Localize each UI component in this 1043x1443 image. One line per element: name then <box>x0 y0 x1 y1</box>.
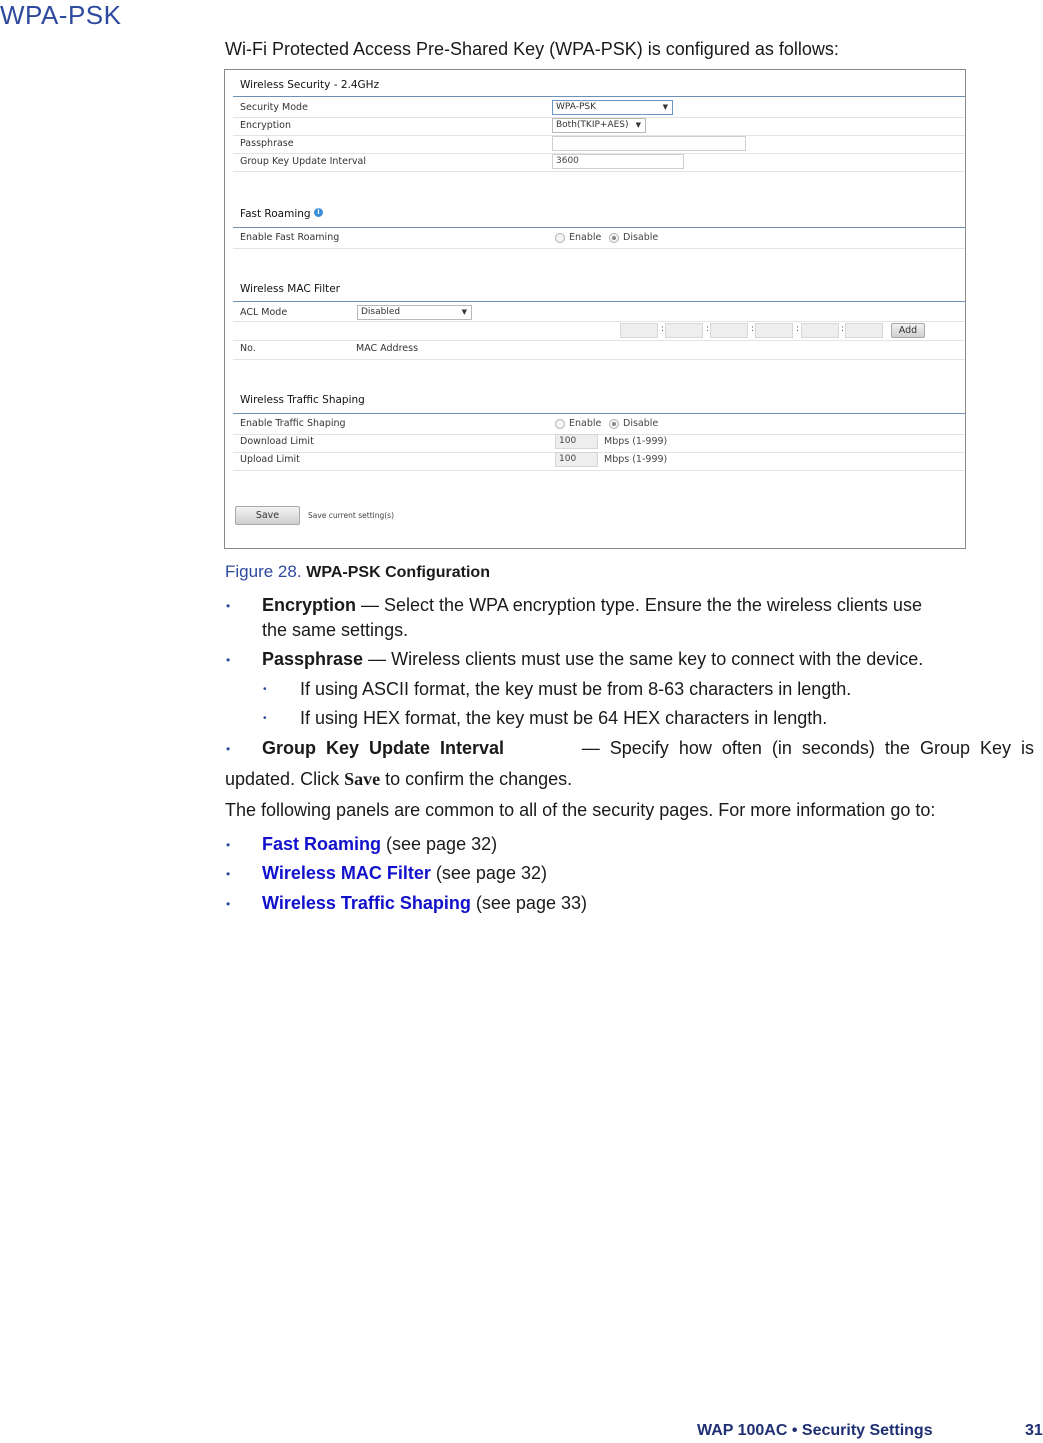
mac-octet-4-input[interactable] <box>755 323 793 338</box>
fast-roaming-link[interactable]: Fast Roaming <box>262 834 382 854</box>
link-item-mac-filter <box>262 861 547 885</box>
section-divider <box>233 301 965 302</box>
enable-traffic-shaping-label: Enable Traffic Shaping <box>240 418 346 429</box>
security-mode-select[interactable] <box>552 100 673 115</box>
common-panels-text: The following panels are common to all of the security pages. For more information go to: <box>225 800 936 820</box>
traffic-shaping-link[interactable]: Wireless Traffic Shaping <box>262 893 471 913</box>
traffic-shaping-title: Wireless Traffic Shaping <box>240 394 365 406</box>
row-divider <box>233 248 965 249</box>
upload-unit: Mbps (1-999) <box>604 454 668 465</box>
traffic-shaping-disable-radio[interactable] <box>609 419 619 429</box>
mac-octet-3-input[interactable] <box>710 323 748 338</box>
mac-separator: : <box>751 324 755 334</box>
row-divider <box>233 340 965 341</box>
acl-mode-value: Disabled <box>361 307 401 317</box>
encryption-text: — Select the WPA encryption type. Ensure the the wireless clients use <box>356 595 922 615</box>
passphrase-text: — Wireless clients must use the same key to connect with the device. <box>363 649 924 669</box>
link-ref: (see page 32) <box>430 863 547 883</box>
bullet-marker: • <box>226 838 231 852</box>
bullet-marker: • <box>226 653 231 667</box>
encryption-label: Encryption <box>240 120 292 131</box>
mac-separator: : <box>796 324 800 334</box>
mac-address-header: MAC Address <box>356 343 419 354</box>
fast-roaming-disable-radio[interactable] <box>609 233 619 243</box>
intro-text: Wi-Fi Protected Access Pre-Shared Key (WPA-PSK) is configured as follows: <box>225 39 839 59</box>
row-divider <box>233 321 965 322</box>
row-divider <box>233 171 965 172</box>
page-number: 31 <box>1025 1422 1043 1439</box>
mac-filter-title: Wireless MAC Filter <box>240 283 341 295</box>
group-key-text-cont <box>225 767 572 791</box>
security-mode-label: Security Mode <box>240 102 308 113</box>
traffic-shaping-disable-label: Disable <box>623 418 659 429</box>
passphrase-item <box>262 647 923 671</box>
chevron-down-icon: ▼ <box>662 103 668 111</box>
upload-limit-label: Upload Limit <box>240 454 300 465</box>
chevron-down-icon: ▼ <box>461 308 467 316</box>
link-ref: (see page 33) <box>470 893 587 913</box>
row-divider <box>233 434 965 435</box>
save-hint: Save current setting(s) <box>308 511 394 520</box>
bullet-marker: • <box>226 742 231 756</box>
mac-octet-5-input[interactable] <box>801 323 839 338</box>
hex-note: If using HEX format, the key must be 64 HEX characters in length. <box>300 708 828 728</box>
save-ref: Save <box>344 769 381 789</box>
security-mode-value: WPA-PSK <box>556 102 596 112</box>
add-mac-button[interactable]: Add <box>891 323 925 338</box>
sub-bullet-marker: • <box>263 684 267 695</box>
group-key-label: Group Key Update Interval <box>240 156 366 167</box>
mac-separator: : <box>661 324 665 334</box>
fast-roaming-enable-radio[interactable] <box>555 233 565 243</box>
encryption-text-cont: the same settings. <box>262 620 409 640</box>
row-divider <box>233 452 965 453</box>
encryption-term: Encryption <box>262 595 357 615</box>
passphrase-term: Passphrase <box>262 649 364 669</box>
download-limit-label: Download Limit <box>240 436 314 447</box>
passphrase-input[interactable] <box>552 136 746 151</box>
fast-roaming-disable-label: Disable <box>623 232 659 243</box>
group-key-text: — Specify how often (in seconds) the Group Key is <box>581 738 1034 758</box>
figure-number: Figure 28. <box>225 562 302 581</box>
footer-text: WAP 100AC • Security Settings <box>697 1422 933 1439</box>
enable-fast-roaming-label: Enable Fast Roaming <box>240 232 340 243</box>
link-item-fast-roaming <box>262 832 497 856</box>
chevron-down-icon: ▼ <box>635 121 641 129</box>
encryption-select[interactable] <box>552 118 646 133</box>
mac-octet-1-input[interactable] <box>620 323 658 338</box>
section-divider <box>233 413 965 414</box>
row-divider <box>233 470 965 471</box>
row-divider <box>233 359 965 360</box>
download-limit-input[interactable]: 100 <box>555 434 598 449</box>
encryption-item <box>262 593 922 617</box>
page-heading: WPA-PSK <box>0 0 122 30</box>
group-key-term: Group Key Update Interval <box>262 738 505 758</box>
bullet-marker: • <box>226 867 231 881</box>
mac-filter-link[interactable]: Wireless MAC Filter <box>262 863 431 883</box>
upload-limit-input[interactable]: 100 <box>555 452 598 467</box>
mac-separator: : <box>706 324 710 334</box>
figure-caption <box>225 562 490 582</box>
link-ref: (see page 32) <box>381 834 498 854</box>
passphrase-label: Passphrase <box>240 138 294 149</box>
acl-mode-label: ACL Mode <box>240 307 288 318</box>
info-icon[interactable]: i <box>314 208 323 217</box>
traffic-shaping-enable-label: Enable <box>569 418 602 429</box>
link-item-traffic-shaping <box>262 891 587 915</box>
traffic-shaping-enable-radio[interactable] <box>555 419 565 429</box>
acl-mode-select[interactable] <box>357 305 472 320</box>
fast-roaming-enable-label: Enable <box>569 232 602 243</box>
wpa-psk-screenshot <box>224 69 966 549</box>
mac-separator: : <box>841 324 845 334</box>
save-button[interactable]: Save <box>235 506 300 525</box>
section-divider <box>233 96 965 97</box>
group-key-input[interactable]: 3600 <box>552 154 684 169</box>
mac-no-header: No. <box>240 343 256 354</box>
figure-title: WPA-PSK Configuration <box>306 564 490 581</box>
sub-bullet-marker: • <box>263 713 267 724</box>
mac-octet-6-input[interactable] <box>845 323 883 338</box>
group-key-item <box>262 736 1034 760</box>
group-key-text-b: to confirm the changes. <box>380 769 573 789</box>
encryption-value: Both(TKIP+AES) <box>556 120 629 130</box>
bullet-marker: • <box>226 599 231 613</box>
ascii-note: If using ASCII format, the key must be from 8-63 characters in length. <box>300 679 852 699</box>
bullet-marker: • <box>226 897 231 911</box>
section-divider <box>233 227 965 228</box>
fast-roaming-title: Fast Roaming <box>240 208 311 220</box>
wireless-security-title: Wireless Security - 2.4GHz <box>240 79 380 91</box>
group-key-text-a: updated. Click <box>225 769 345 789</box>
download-unit: Mbps (1-999) <box>604 436 668 447</box>
mac-octet-2-input[interactable] <box>665 323 703 338</box>
